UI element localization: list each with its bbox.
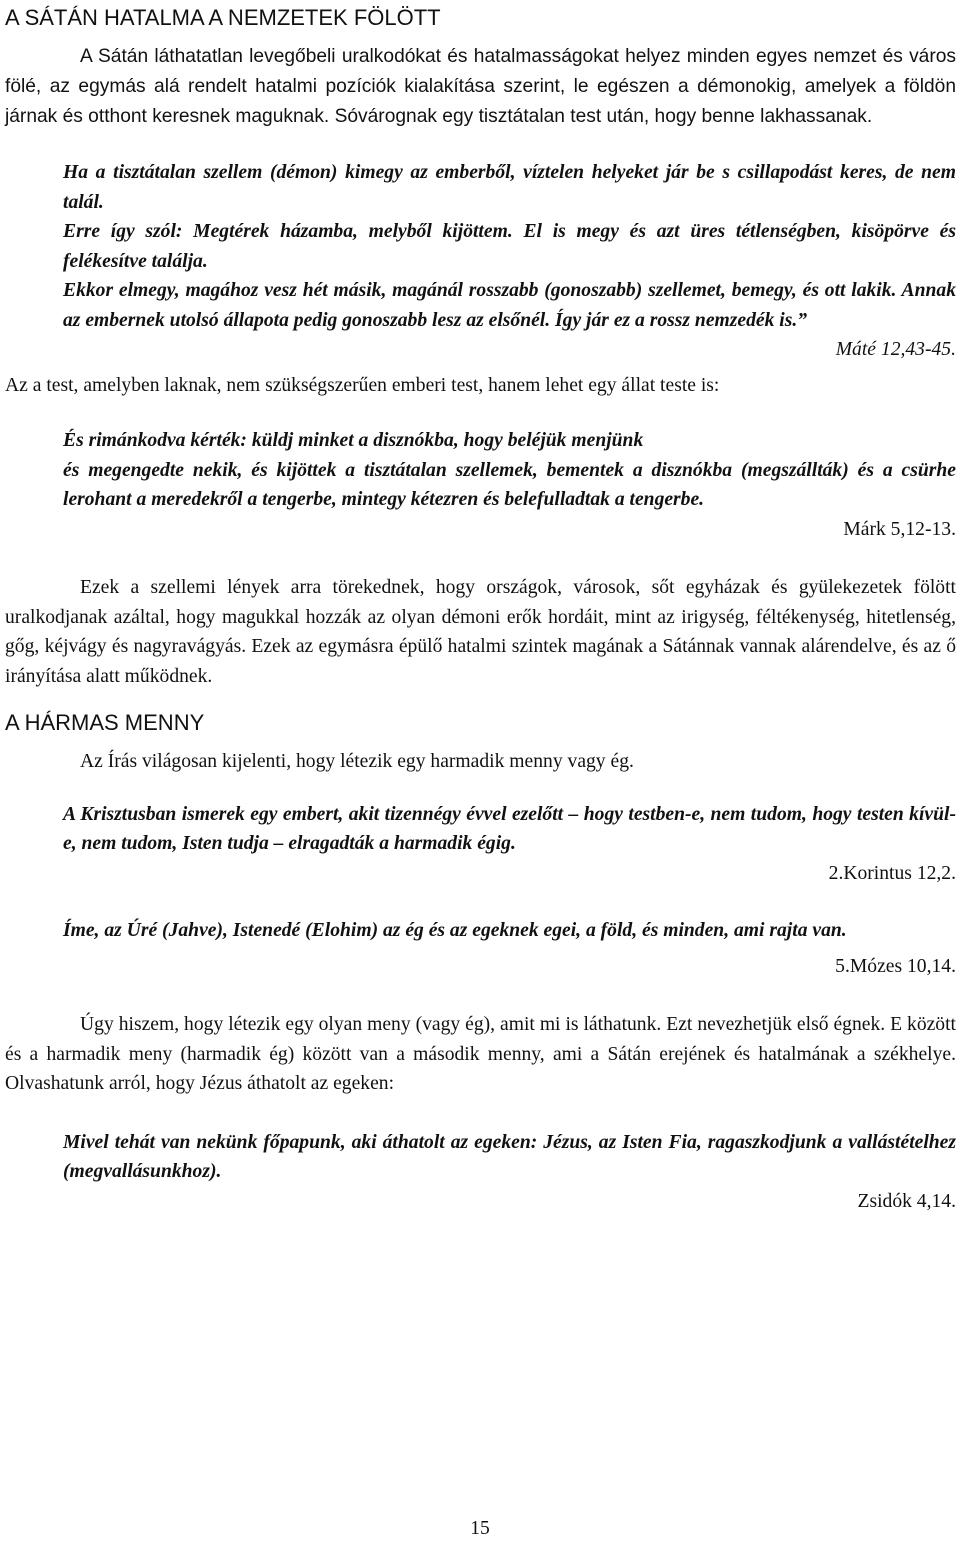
scripture-quote-hebrews [63,1128,956,1187]
section-heading-satan-power: A SÁTÁN HATALMA A NEMZETEK FÖLÖTT [5,5,441,30]
quote-line: Ekkor elmegy, magához vesz hét másik, magánál rosszabb (gonoszabb) szellemet, bemegy, és ott lakik. Annak az embernek utolsó állapota pedig gonoszabb lesz az elsőnél. Így jár ez a rossz nemzedék is.” [63,280,956,331]
section-heading-three-heavens: A HÁRMAS MENNY [5,710,205,735]
quote-line: Ha a tisztátalan szellem (démon) kimegy az emberből, víztelen helyeket jár be s csillapodást keres, de nem talál. [63,162,956,213]
quote-text: Mivel tehát van nekünk főpapunk, aki áthatolt az egeken: Jézus, az Isten Fia, ragaszkodjunk a vallástételhez (megvallásunkhoz). [63,1131,956,1182]
intro-paragraph: A Sátán láthatatlan levegőbeli uralkodókat és hatalmasságokat helyez minden egyes nemzet és város fölé, az egymás alá rendelt hatalmi pozíciók kialakítása szerint, le egészen a démonokig, amelyek a földön járnak és otthont keresnek maguknak. Sóvárognak egy tisztátalan test után, hogy benne lakhassanak. [5,46,956,127]
scripture-quote-mark [63,426,956,515]
scripture-reference: 2.Korintus 12,2. [828,862,956,884]
quote-text: A Krisztusban ismerek egy embert, akit tizennégy évvel ezelőtt – hogy testben-e, nem tudom, hogy testen kívül-e, nem tudom, Isten tudja – elragadták a harmadik égig. [63,803,956,854]
scripture-quote-deuteronomy [63,916,956,946]
quote-line: és megengedte nekik, és kijöttek a tisztátalan szellemek, bementek a disznókba (megszállták) és a csürhe lerohant a meredekről a tengerbe, mintegy kétezren és belefulladtak a tengerbe. [63,459,956,510]
scripture-reference: Márk 5,12-13. [843,518,956,540]
quote-text: Íme, az Úré (Jahve), Istenedé (Elohim) az ég és az egeknek egei, a föld, és minden, ami rajta van. [63,920,847,941]
quote-line: Erre így szól: Megtérek házamba, melyből kijöttem. El is megy és azt üres tétlenségben, kisöpörve és felékesítve találja. [63,221,956,272]
intro-line: Az Írás világosan kijelenti, hogy létezik egy harmadik menny vagy ég. [80,751,634,772]
quote-line: És rimánkodva kérték: küldj minket a disznókba, hogy beléjük menjünk [63,430,644,451]
page-number: 15 [470,1518,490,1539]
body-paragraph: Ezek a szellemi lények arra törekednek, hogy országok, városok, sőt egyházak és gyülekezetek fölött uralkodjanak azáltal, hogy magukkal hozzák az olyan démoni erők hordáit, mint az irigység, féltékenység, hitetlenség, gőg, kéjvágy és nagyravágyás. Ezek az egymásra épülő hatalmi szintek magának a Sátánnak vannak alárendelve, és az ő irányítása alatt működnek. [5,577,956,687]
body-paragraph: Úgy hiszem, hogy létezik egy olyan meny (vagy ég), amit mi is láthatunk. Ezt nevezhetjük első égnek. E között és a harmadik meny (harmadik ég) között van a második menny, ami a Sátán erejének és hatalmának a székhelye. Olvashatunk arról, hogy Jézus áthatolt az egeken: [5,1014,956,1094]
scripture-quote-matthew [63,158,956,335]
body-paragraph: Az a test, amelyben laknak, nem szükségszerűen emberi test, hanem lehet egy állat teste is: [5,374,720,396]
document-page [5,0,956,1216]
scripture-reference: Máté 12,43-45. [835,339,956,360]
scripture-reference: Zsidók 4,14. [857,1190,956,1212]
scripture-reference: 5.Mózes 10,14. [835,955,956,977]
scripture-quote-corinthians [63,800,956,859]
